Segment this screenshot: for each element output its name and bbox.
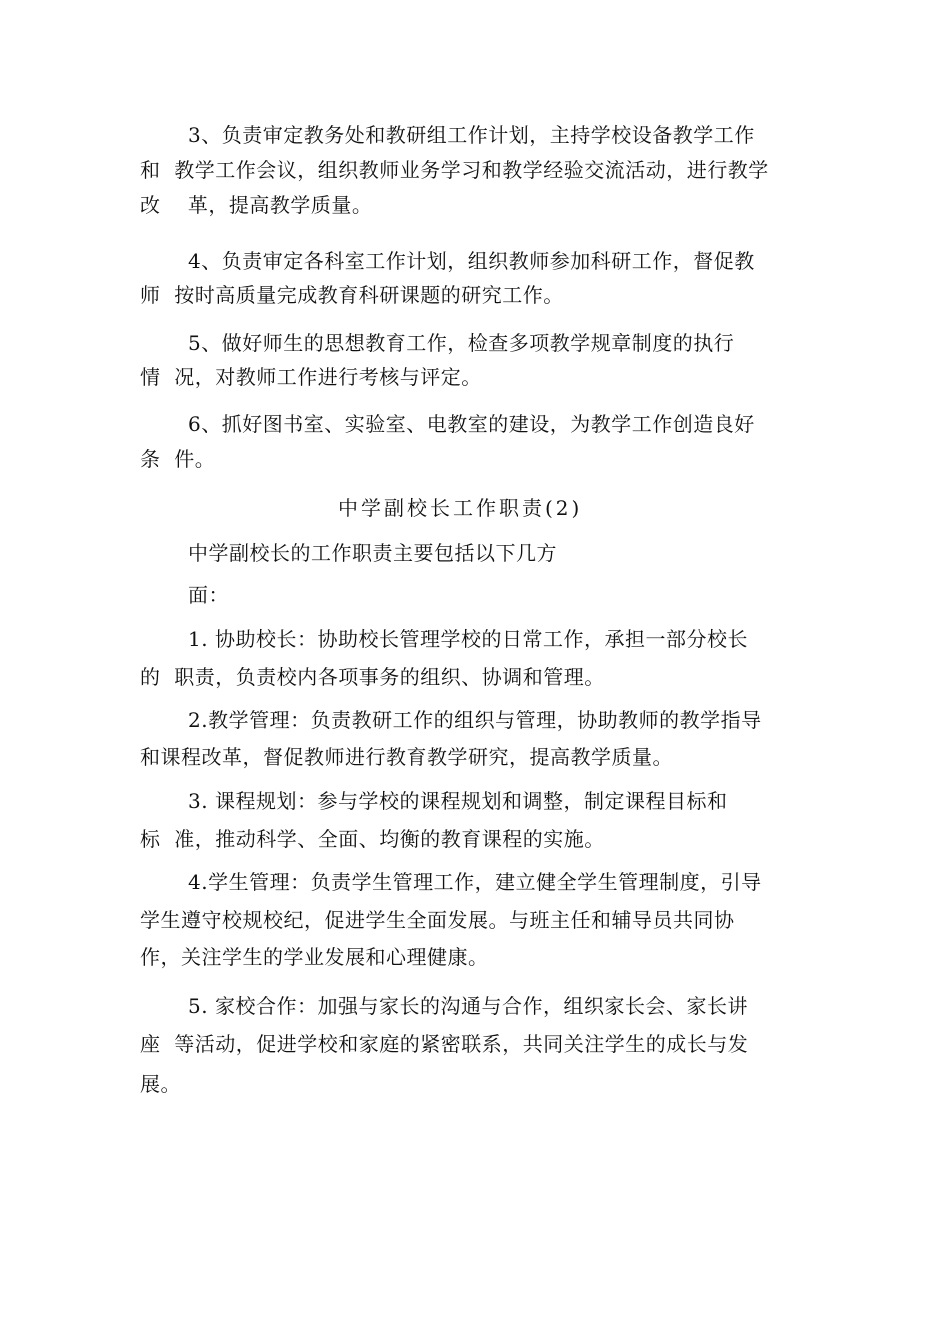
paragraph-line: 和 教学工作会议，组织教师业务学习和教学经验交流活动，进行教学 xyxy=(140,158,769,182)
paragraph-line: 3. 课程规划：参与学校的课程规划和调整，制定课程目标和 xyxy=(188,789,728,813)
paragraph-line: 5、做好师生的思想教育工作，检查多项教学规章制度的执行 xyxy=(188,331,735,355)
paragraph-line: 1. 协助校长：协助校长管理学校的日常工作，承担一部分校长 xyxy=(188,627,748,651)
paragraph-line: 条 件。 xyxy=(140,447,216,471)
paragraph-line: 作，关注学生的学业发展和心理健康。 xyxy=(140,945,489,969)
paragraph-line: 6、抓好图书室、实验室、电教室的建设，为教学工作创造良好 xyxy=(188,412,755,436)
intro-line: 面： xyxy=(188,583,229,607)
paragraph-line: 4.学生管理：负责学生管理工作，建立健全学生管理制度，引导 xyxy=(188,870,762,894)
paragraph-line: 2.教学管理：负责教研工作的组织与管理，协助教师的教学指导 xyxy=(188,708,762,732)
paragraph-line: 师 按时高质量完成教育科研课题的研究工作。 xyxy=(140,283,564,307)
paragraph-line: 情 况，对教师工作进行考核与评定。 xyxy=(140,365,482,389)
paragraph-line: 展。 xyxy=(140,1072,181,1096)
paragraph-line: 和课程改革，督促教师进行教育教学研究，提高教学质量。 xyxy=(140,745,673,769)
paragraph-line: 4、负责审定各科室工作计划，组织教师参加科研工作，督促教 xyxy=(188,249,755,273)
paragraph-line: 标 准，推动科学、全面、均衡的教育课程的实施。 xyxy=(140,827,605,851)
paragraph-line: 座 等活动，促进学校和家庭的紧密联系，共同关注学生的成长与发 xyxy=(140,1032,749,1056)
paragraph-line: 的 职责，负责校内各项事务的组织、协调和管理。 xyxy=(140,665,605,689)
paragraph-line: 改 革，提高教学质量。 xyxy=(140,193,373,217)
paragraph-line: 3、负责审定教务处和教研组工作计划，主持学校设备教学工作 xyxy=(188,123,755,147)
intro-line: 中学副校长的工作职责主要包括以下几方 xyxy=(188,541,557,565)
paragraph-line: 5. 家校合作：加强与家长的沟通与合作，组织家长会、家长讲 xyxy=(188,994,748,1018)
paragraph-line: 学生遵守校规校纪，促进学生全面发展。与班主任和辅导员共同协 xyxy=(140,908,735,932)
section-title: 中学副校长工作职责(2) xyxy=(338,496,583,520)
